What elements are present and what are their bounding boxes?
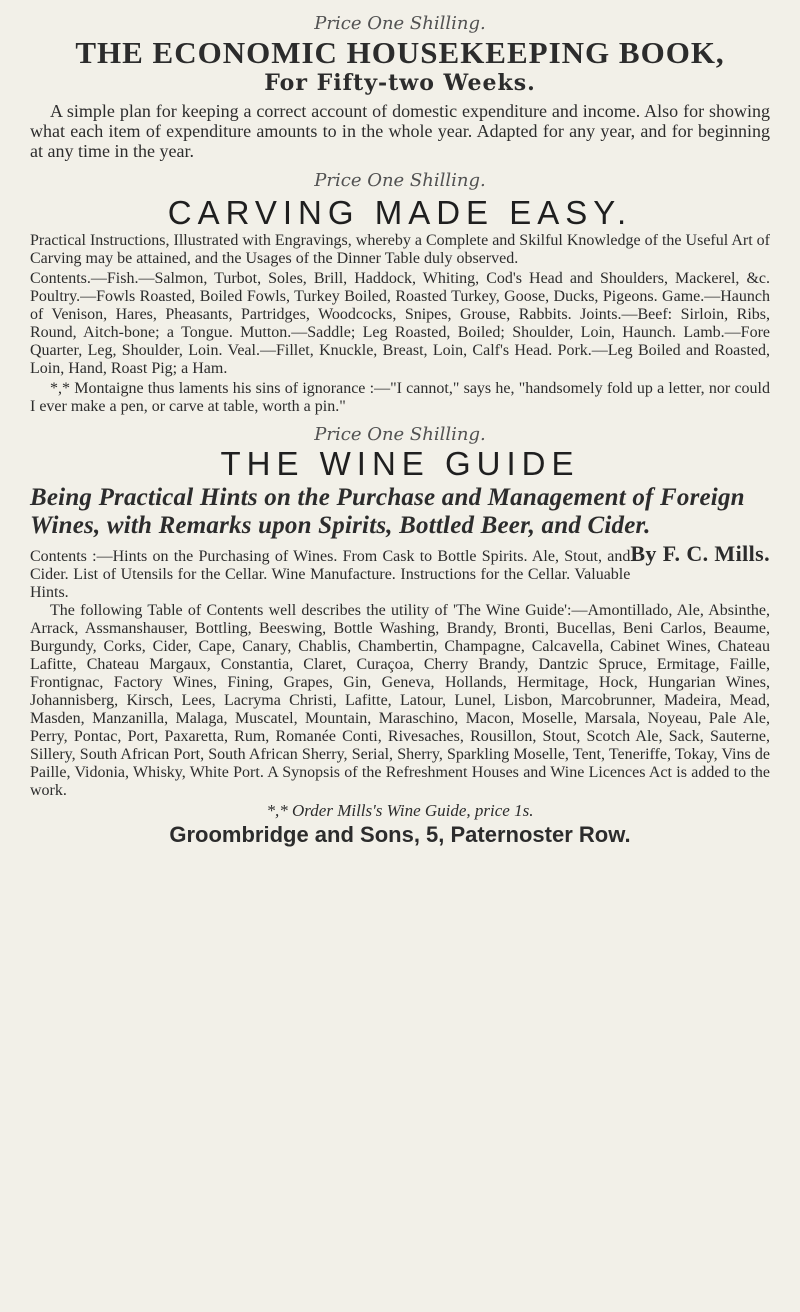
carving-made-easy-title: CARVING MADE EASY. [167, 194, 633, 232]
carving-made-easy-note: *,* Montaigne thus laments his sins of ignorance :—"I cannot," says he, "handsomely fold up a letter, nor could I ever make a pen, or carve at table, worth a pin." [30, 379, 770, 415]
wine-guide-table-of-contents: The following Table of Contents well describes the utility of 'The Wine Guide':—Amontillado, Ale, Absinthe, Arrack, Assmanshauser, Bottling, Beeswing, Bottle Washing, Brandy, Bronti, Bucellas, Beni Carlos, Beaume, Burgundy, Corks, Cider, Cape, Canary, Chablis, Chambertin, Champagne, Calcavella, Cabinet Wines, Chateau Lafitte, Chateau Margaux, Constantia, Claret, Curaçoa, Cherry Brandy, Dantzic Spruce, Ermitage, Faille, Frontignac, Factory Wines, Fining, Grapes, Gin, Geneva, Hollands, Hermitage, Hock, Hungarian Wines, Johannisberg, Kirsch, Lees, Lacryma Christi, Lafitte, Latour, Lunel, Lisbon, Marcobrunner, Madeira, Mead, Masden, Manzanilla, Malaga, Muscatel, Mountain, Maraschino, Macon, Moselle, Marsala, Noyeau, Pale Ale, Perry, Pontac, Port, Paxaretta, Rum, Romanée Conti, Rivesaches, Rousillon, Stout, Scotch Ale, Sack, Sauterne, Sillery, South African Port, South African Sherry, Serial, Sherry, Sparkling Moselle, Tent, Teneriffe, Tokay, Vins de Paille, Vidonia, Whisky, White Port. A Synopsis of the Refreshment Houses and Wine Licences Act is added to the work. [30, 602, 770, 800]
wine-guide-subtitle [30, 484, 770, 567]
price-line-economic-book: Price One Shilling. [314, 13, 486, 34]
carving-made-easy-contents: Contents.—Fish.—Salmon, Turbot, Soles, Brill, Haddock, Whiting, Cod's Head and Shoulders, Mackerel, &c. Poultry.—Fowls Roasted, Boiled Fowls, Turkey Boiled, Roasted Turkey, Goose, Ducks, Pigeons. Game.—Haunch of Venison, Hares, Pheasants, Partridges, Woodcocks, Snipes, Grouse, Rabbits. Joints.—Beef: Sirloin, Ribs, Round, Aitch-bone; a Tongue. Mutton.—Saddle; Leg Roasted, Boiled; Shoulder, Loin, Haunch. Lamb.—Fore Quarter, Leg, Shoulder, Loin. Veal.—Fillet, Knuckle, Breast, Loin, Calf's Head. Pork.—Leg Boiled and Roasted, Loin, Hand, Roast Pig; a Ham. [30, 270, 770, 377]
economic-housekeeping-book-description: A simple plan for keeping a correct account of domestic expenditure and income. Also for showing what each item of expenditure amounts to in the whole year. Adapted for any year, and for beginning at any time in the year. [30, 101, 770, 161]
advertisement-sheet [30, 14, 770, 847]
price-line-wine-guide: Price One Shilling. [314, 424, 486, 446]
economic-housekeeping-book-subtitle: For Fifty-two Weeks. [264, 70, 536, 96]
publisher-line: Groombridge and Sons, 5, Paternoster Row. [169, 822, 631, 848]
wine-guide-subtitle-text: Being Practical Hints on the Purchase and Management of Foreign Wines, with Remarks upon Spirits, Bottled Beer, and Cider. [30, 484, 745, 540]
economic-housekeeping-book-title: THE ECONOMIC HOUSEKEEPING BOOK, [75, 35, 725, 70]
wine-guide-contents: Contents :—Hints on the Purchasing of Wines. From Cask to Bottle Spirits. Ale, Stout, and Cider. List of Utensils for the Cellar. Wine Manufacture. Instructions for the Cellar. Valuable Hints. [30, 548, 631, 602]
carving-made-easy-intro: Practical Instructions, Illustrated with Engravings, whereby a Complete and Skilful Knowledge of the Useful Art of Carving may be attained, and the Usages of the Dinner Table duly observed. [30, 232, 770, 268]
wine-guide-order-line: *,* Order Mills's Wine Guide, price 1s. [266, 801, 534, 821]
wine-guide-author: By F. C. Mills. [630, 541, 770, 567]
price-line-carving-book: Price One Shilling. [314, 170, 486, 192]
wine-guide-title: THE WINE GUIDE [220, 445, 580, 483]
